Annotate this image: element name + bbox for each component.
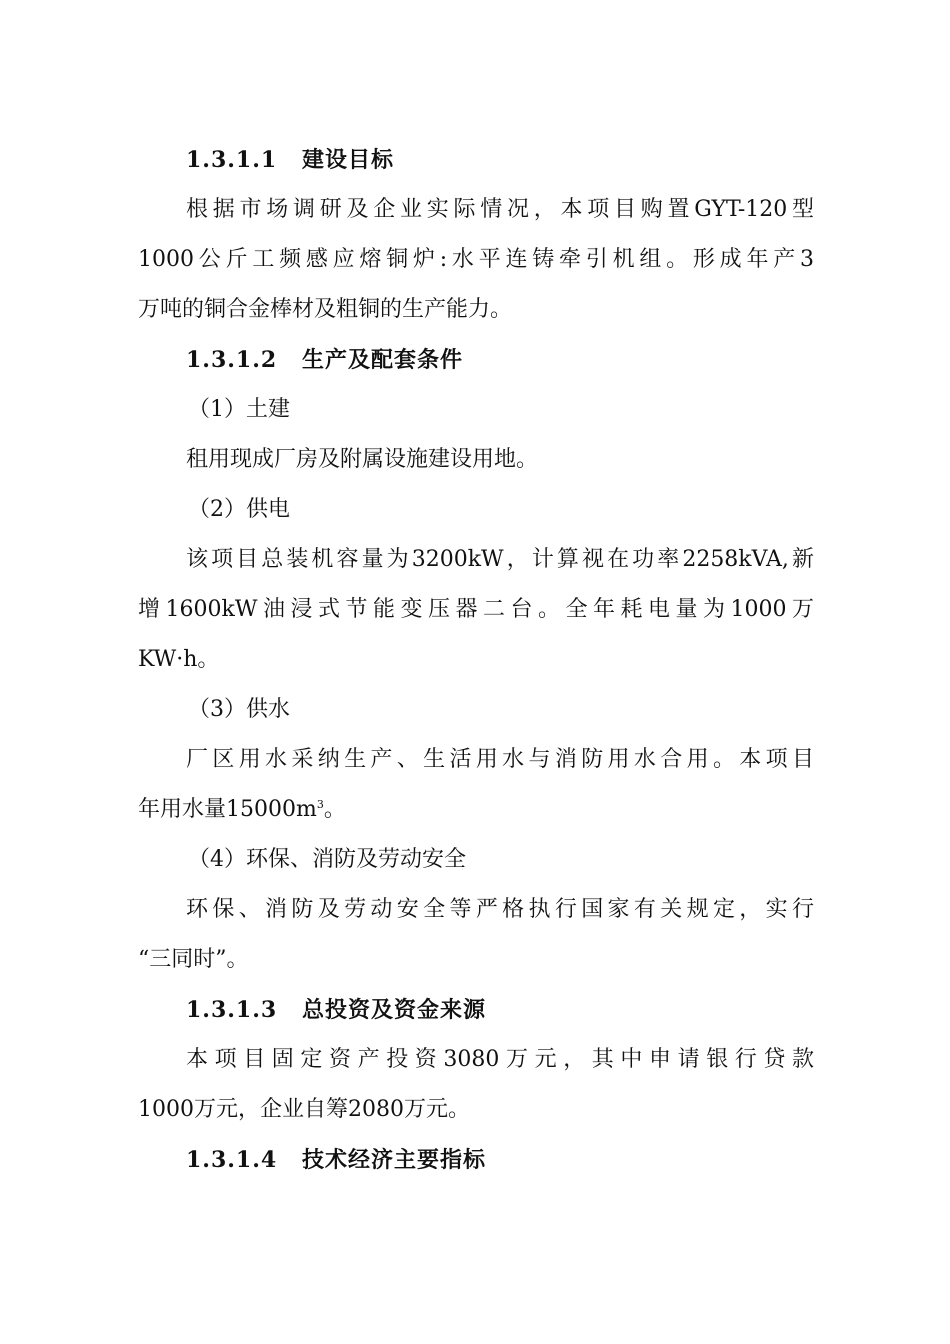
- section-number: 1.3.1.3: [186, 997, 278, 1023]
- section-heading-1-3-1-1: [138, 135, 814, 185]
- sentence-end: 。: [323, 797, 346, 822]
- section-title: 生产及配套条件: [302, 347, 464, 373]
- paragraph-line: 增1600kW油浸式节能变压器二台。全年耗电量为1000万: [138, 597, 814, 622]
- subsection-label-civil: （1）土建: [188, 397, 290, 422]
- paragraph-line: 租用现成厂房及附属设施建设用地。: [186, 447, 539, 472]
- section-title: 总投资及资金来源: [302, 997, 487, 1023]
- section-title: 技术经济主要指标: [302, 1147, 487, 1173]
- superscript-3: 3: [316, 798, 324, 811]
- paragraph-line: [138, 785, 814, 835]
- subsection-label-power: （2）供电: [188, 497, 290, 522]
- section-heading-1-3-1-4: [138, 1135, 814, 1185]
- subsection-label-water: （3）供水: [188, 697, 290, 722]
- paragraph-line: 本项目固定资产投资3080万元，其中申请银行贷款: [186, 1047, 814, 1072]
- paragraph-line: 厂区用水采纳生产、生活用水与消防用水合用。本项目: [186, 747, 814, 772]
- paragraph-line: “三同时”。: [138, 947, 249, 972]
- water-volume-text: 年用水量15000m: [138, 797, 317, 822]
- paragraph-line: 该项目总装机容量为3200kW，计算视在功率2258kVA,新: [186, 547, 814, 572]
- section-number: 1.3.1.4: [186, 1147, 278, 1173]
- paragraph-line: 1000公斤工频感应熔铜炉:水平连铸牵引机组。形成年产3: [138, 247, 814, 272]
- section-number: 1.3.1.2: [186, 347, 278, 373]
- paragraph-line: 1000万元，企业自筹2080万元。: [138, 1097, 470, 1122]
- subsection-label-safety: （4）环保、消防及劳动安全: [188, 847, 466, 872]
- section-number: 1.3.1.1: [186, 147, 278, 173]
- paragraph-line: 环保、消防及劳动安全等严格执行国家有关规定，实行: [186, 897, 814, 922]
- paragraph-line: 万吨的铜合金棒材及粗铜的生产能力。: [138, 297, 513, 322]
- paragraph-line: KW·h。: [138, 647, 220, 672]
- section-heading-1-3-1-2: [138, 335, 814, 385]
- document-body: [138, 135, 814, 1185]
- section-title: 建设目标: [302, 147, 395, 173]
- paragraph-line: 根据市场调研及企业实际情况，本项目购置GYT-120型: [186, 197, 814, 222]
- section-heading-1-3-1-3: [138, 985, 814, 1035]
